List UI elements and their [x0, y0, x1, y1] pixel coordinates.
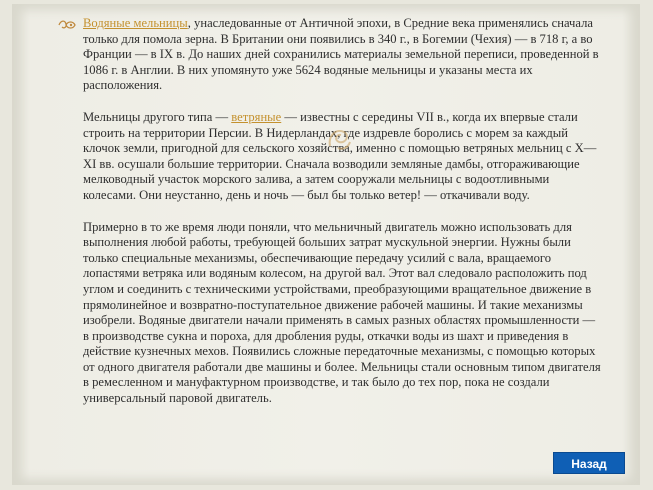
paragraph-engines: [83, 220, 603, 407]
paragraph-text: Примерно в то же время люди поняли, что мельничный двигатель можно использовать для выполнения любой работы, требующей больших затрат мускульной энергии. Нужны были только специальные механизмы, обеспечивающие передачу усилий с вала, вращаемого лопастями ветряка или водяным колесом, на другой вал. Этот вал следовало расположить под углом и соединить с техническими устройствами, преобразующими вращательное движение в прямолинейное и возвратно-поступательное движение рабочей машины. И такие механизмы изобрели. Водяные двигатели начали применять в самых разных областях промышленности — в производстве сукна и пороха, для дробления руды, откачки воды из шахт и приведения в действие кузнечных мехов. Появились сложные передаточные механизмы, с помощью которых от одного двигателя работали две машины и более. Мельницы стали основным типом двигателя в ремесленном и мануфактурном производстве, и так было до тех пор, пока не создали универсальный паровой двигатель.: [83, 219, 601, 406]
paragraph-text: , унаследованные от Античной эпохи, в Средние века применялись сначала только для помола зерна. В Британии они появились в 340 г., в Богемии (Чехия) — в 718 г, а во Франции — в IX в. До наших дней сохранились материалы земельной переписи, проведенной в 1086 г. в Англии. В них упомянуто уже 5624 водяные мельницы и указаны места их расположения.: [83, 16, 599, 93]
wind-mills-link[interactable]: ветряные: [231, 109, 282, 124]
back-button[interactable]: Назад: [553, 452, 625, 474]
fleuron-bullet-icon: [57, 18, 77, 32]
ornament-watermark-icon: [324, 124, 354, 154]
paragraph-water-mills: [83, 16, 603, 94]
paragraph-text: — известны с середины VII в., когда их впервые стали строить на территории Персии. В Нидерландах, где издревле боролись с морем за каждый клочок земли, пригодной для сельского хозяйства, именно с помощью ветряных мельниц с X—XI вв. осушали большие территории. Сначала возводили земляные дамбы, отгораживающие мелководный участок морского залива, а затем сооружали мельницы с водоотливными колесами. Они неустанно, день и ночь — был бы только ветер! — откачивали воду.: [83, 109, 597, 202]
water-mills-link[interactable]: Водяные мельницы: [83, 16, 188, 30]
paragraph-text: Мельницы другого типа —: [83, 109, 232, 124]
text-content: [83, 16, 603, 423]
